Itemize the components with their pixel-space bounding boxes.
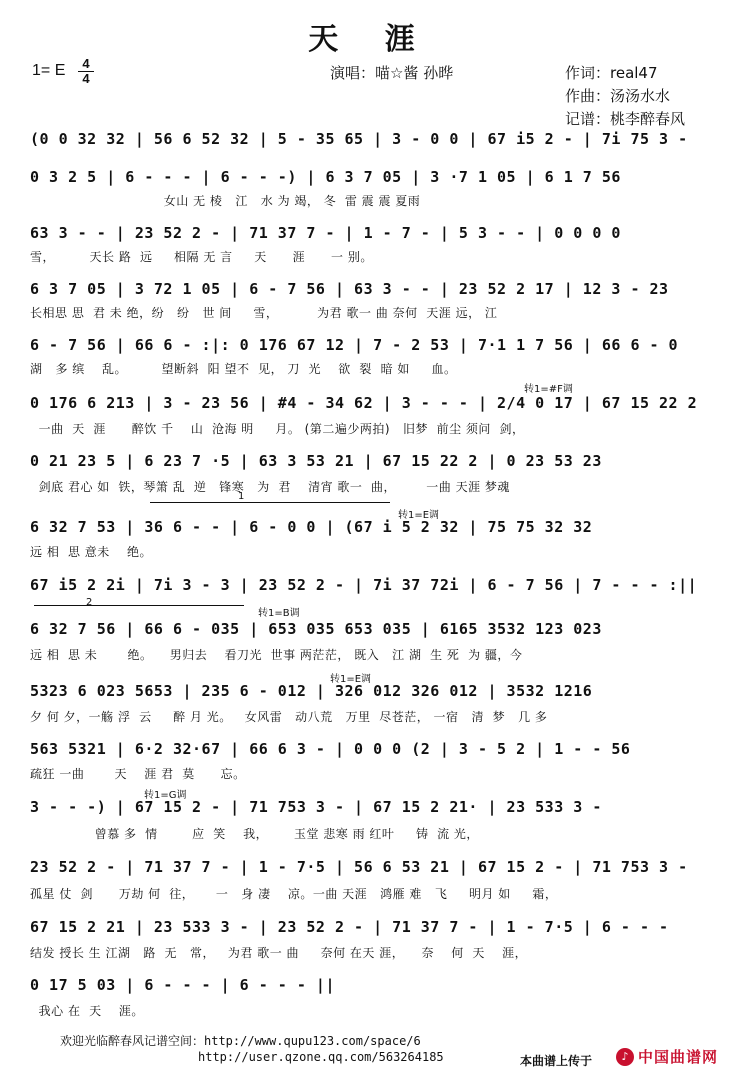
system-7-notes: 0 21 23 5 | 6 23 7 ·5 | 63 3 53 21 | 67 15 22 2 | 0 23 53 23 (30, 452, 602, 470)
site-name: 中国曲谱网 (638, 1048, 719, 1066)
system-8-notes: 6 32 7 53 | 36 6 - - | 6 - 0 0 | (67 i 5 2 32 | 75 75 32 32 (30, 518, 593, 536)
volta-number: 1 (238, 491, 245, 502)
key-change-marker: 转1=B调 (258, 608, 300, 619)
lyricist: 作词：real47 (565, 64, 658, 82)
composer: 作曲：汤汤水水 (565, 87, 671, 105)
system-12-lyrics: 疏狂 一曲 天 涯 君 莫 忘。 (30, 767, 246, 781)
logo-icon: ♪ (616, 1048, 634, 1066)
system-13-lyrics: 曾慕 多 情 应 笑 我， 玉堂 悲寒 雨 红叶 铸 流 光， (30, 827, 479, 841)
singers: 演唱：喵☆酱 孙晔 (330, 64, 454, 82)
system-16-notes: 0 17 5 03 | 6 - - - | 6 - - - || (30, 976, 335, 994)
system-2-notes: 0 3 2 5 | 6 - - - | 6 - - -) | 6 3 7 05 | 3 ·7 1 05 | 6 1 7 56 (30, 168, 621, 186)
footer-welcome: 欢迎光临醉春风记谱空间：http://www.qupu123.com/space/6 (60, 1034, 421, 1048)
system-2-lyrics: 女山 无 棱 江 水 为 竭， 冬 雷 震 震 夏雨 (30, 194, 421, 208)
system-10-notes: 6 32 7 56 | 66 6 - 035 | 653 035 653 035 | 6165 3532 123 023 (30, 620, 602, 638)
volta-bracket (34, 605, 244, 606)
system-10-lyrics: 远 相 思 未 绝。 男归去 看刀光 世事 两茫茫， 既入 江 湖 生 死 为 疆，今 (30, 648, 523, 662)
key-change-marker: 转1=E调 (330, 674, 372, 685)
system-14-notes: 23 52 2 - | 71 37 7 - | 1 - 7·5 | 56 6 53 21 | 67 15 2 - | 71 753 3 - (30, 858, 688, 876)
system-13-notes: 3 - - -) | 67 15 2 - | 71 753 3 - | 67 15 2 21· | 23 533 3 - (30, 798, 602, 816)
system-15-notes: 67 15 2 21 | 23 533 3 - | 23 52 2 - | 71 37 7 - | 1 - 7·5 | 6 - - - (30, 918, 669, 936)
key-change-marker: 转1=E调 (398, 510, 440, 521)
system-5-notes: 6 - 7 56 | 66 6 - :|: 0 176 67 12 | 7 - 2 53 | 7·1 1 7 56 | 66 6 - 0 (30, 336, 679, 354)
system-11-lyrics: 夕 何 夕，一觞 浮 云 醉 月 光。 女风雷 动八荒 万里 尽苍茫， 一宿 清 梦 几 多 (30, 710, 548, 724)
time-signature-bottom: 4 (82, 71, 90, 86)
volta-bracket (150, 502, 390, 503)
system-4-lyrics: 长相思 思 君 未 绝，纷 纷 世 间 雪， 为君 歌一 曲 奈何 天涯 远， 江 (30, 306, 498, 320)
system-12-notes: 563 5321 | 6·2 32·67 | 66 6 3 - | 0 0 0 (2 | 3 - 5 2 | 1 - - 56 (30, 740, 631, 758)
system-3-lyrics: 雪， 天长 路 远 相隔 无 言 天 涯 一 别。 (30, 250, 373, 264)
footer-url: http://user.qzone.qq.com/563264185 (198, 1050, 444, 1064)
system-15-lyrics: 结发 授长 生 江湖 路 无 常， 为君 歌一 曲 奈何 在天 涯， 奈 何 天 涯， (30, 946, 528, 960)
system-16-lyrics: 我心 在 天 涯。 (30, 1004, 144, 1018)
key-change-marker: 转1=G调 (144, 790, 187, 801)
system-4-notes: 6 3 7 05 | 3 72 1 05 | 6 - 7 56 | 63 3 - - | 23 52 2 17 | 12 3 - 23 (30, 280, 669, 298)
system-5-lyrics: 湖 多 缤 乱。 望断斜 阳 望不 见， 刀 光 欲 裂 暗 如 血。 (30, 362, 457, 376)
system-3-notes: 63 3 - - | 23 52 2 - | 71 37 7 - | 1 - 7 - | 5 3 - - | 0 0 0 0 (30, 224, 621, 242)
system-6-lyrics: 一曲 天 涯 醉饮 千 山 沧海 明 月。 (第二遍少两拍) 旧梦 前尘 须问 剑， (30, 422, 525, 436)
system-6-notes: 0 176 6 213 | 3 - 23 56 | #4 - 34 62 | 3 - - - | 2/4 0 17 | 67 15 22 2 (30, 394, 698, 412)
time-signature-top: 4 (82, 56, 90, 71)
upload-notice: 本曲谱上传于 (520, 1054, 593, 1068)
site-logo[interactable] (616, 1046, 718, 1067)
system-11-notes: 5323 6 023 5653 | 235 6 - 012 | 326 012 326 012 | 3532 1216 (30, 682, 593, 700)
key-change-marker: 转1=#F调 (524, 384, 573, 395)
system-8-lyrics: 远 相 思 意未 绝。 (30, 545, 153, 559)
score-title: 天 涯 (308, 22, 433, 57)
key-signature: 1= E (32, 62, 66, 79)
system-7-lyrics: 剑底 君心 如 铁，琴箫 乱 逆 锋寒 为 君 清宵 歌一 曲， 一曲 天涯 梦魂 (30, 480, 510, 494)
system-9-notes: 67 i5 2 2i | 7i 3 - 3 | 23 52 2 - | 7i 37 72i | 6 - 7 56 | 7 - - - :|| (30, 576, 698, 594)
time-signature (78, 58, 94, 85)
transcriber: 记谱：桃李醉春风 (565, 110, 686, 128)
volta-number: 2 (86, 597, 93, 608)
system-1-notes: (0 0 32 32 | 56 6 52 32 | 5 - 35 65 | 3 - 0 0 | 67 i5 2 - | 7i 75 3 - (30, 130, 688, 148)
system-14-lyrics: 孤星 仗 剑 万劫 何 往， 一 身 凄 凉。一曲 天涯 鸿雁 难 飞 明月 如 霜， (30, 887, 558, 901)
